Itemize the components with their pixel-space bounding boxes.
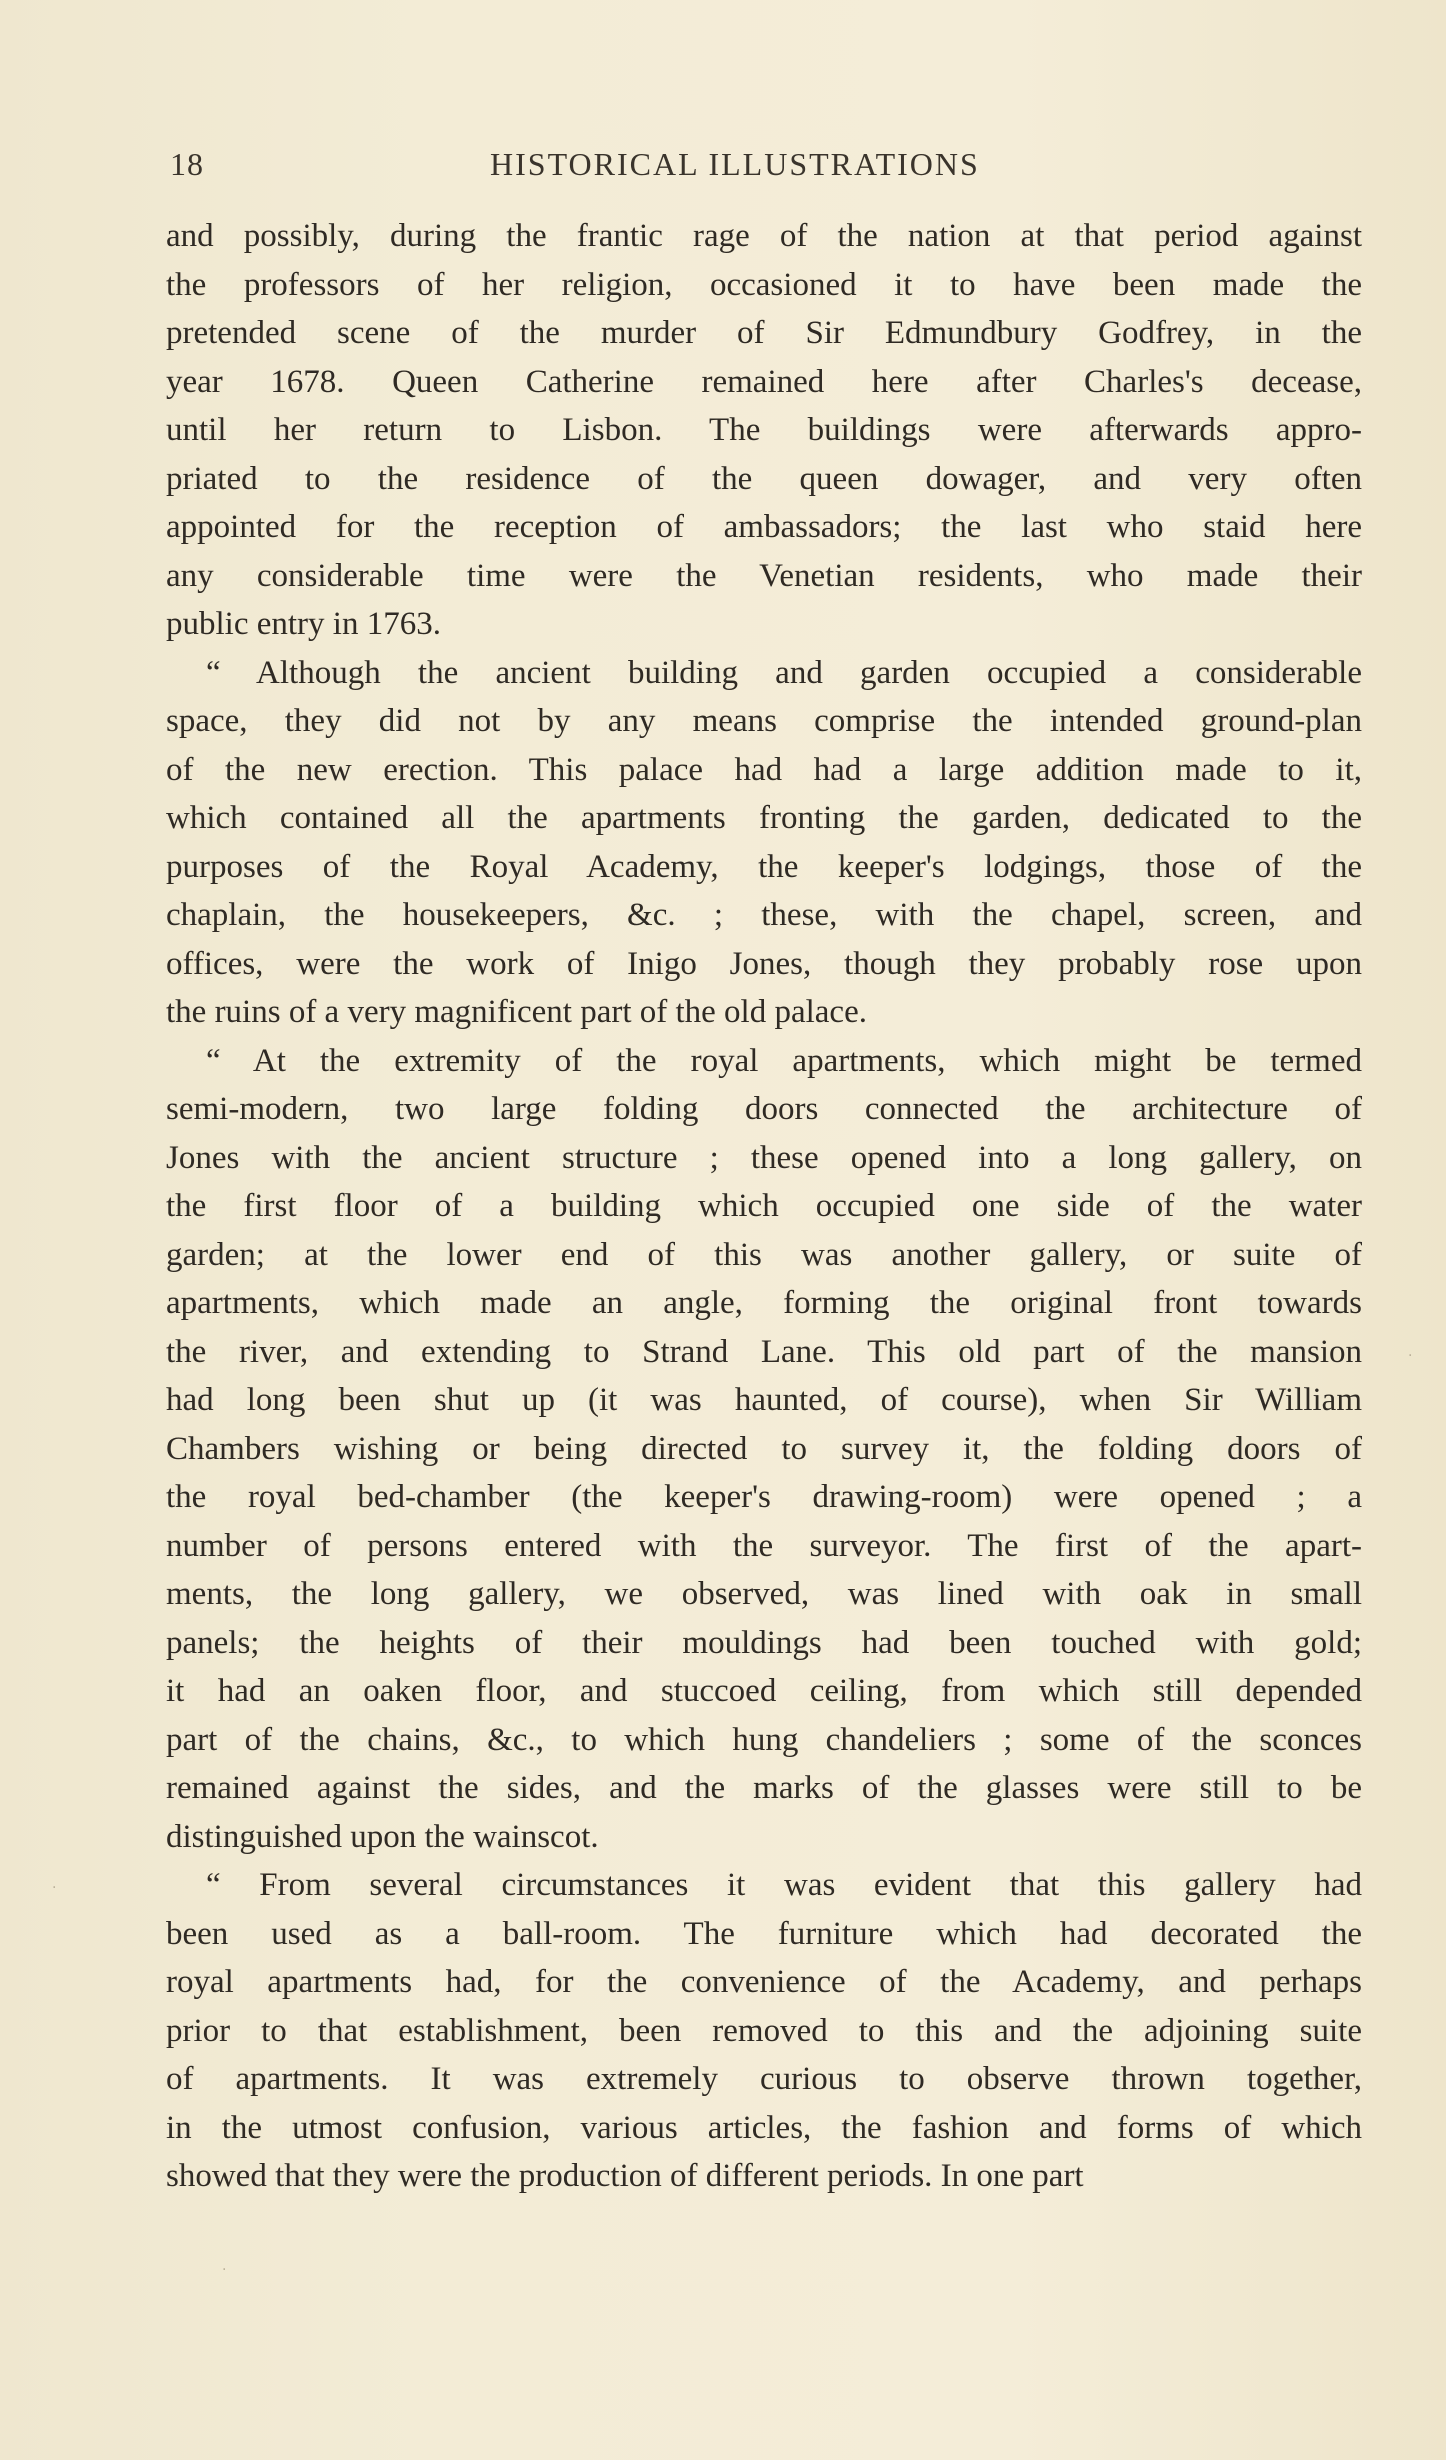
text-line: of apartments. It was extremely curious to observe thrown together, bbox=[166, 2061, 1362, 2097]
text-line: and possibly, during the frantic rage of the nation at that period against bbox=[166, 218, 1362, 254]
paragraph bbox=[166, 649, 1362, 1037]
text-line: of the new erection. This palace had had a large addition made to it, bbox=[166, 751, 1362, 788]
text-line: chaplain, the housekeepers, &c. ; these, with the chapel, screen, and bbox=[166, 897, 1362, 933]
text-line: which contained all the apartments fronting the garden, dedicated to the bbox=[166, 800, 1362, 836]
paragraph bbox=[166, 212, 1362, 649]
text-line: the river, and extending to Strand Lane. This old part of the mansion bbox=[166, 1333, 1362, 1370]
text-line: had long been shut up (it was haunted, of course), when Sir William bbox=[166, 1382, 1362, 1418]
text-line: “ From several circumstances it was evident that this gallery had bbox=[206, 1867, 1362, 1903]
text-line: Chambers wishing or being directed to survey it, the folding doors of bbox=[166, 1430, 1362, 1467]
text-line: showed that they were the production of different periods. In one part bbox=[166, 2158, 1084, 2194]
text-line: number of persons entered with the surveyor. The first of the apart- bbox=[166, 1527, 1362, 1564]
text-line: offices, were the work of Inigo Jones, though they probably rose upon bbox=[166, 945, 1362, 982]
text-line: been used as a ball-room. The furniture which had decorated the bbox=[166, 1915, 1362, 1952]
text-line: appointed for the reception of ambassadors; the last who staid here bbox=[166, 509, 1362, 545]
text-line: the professors of her religion, occasioned it to have been made the bbox=[166, 266, 1362, 303]
text-line: royal apartments had, for the convenience of the Academy, and perhaps bbox=[166, 1964, 1362, 2000]
text-line: prior to that establishment, been removed to this and the adjoining suite bbox=[166, 2012, 1362, 2049]
text-line: pretended scene of the murder of Sir Edmundbury Godfrey, in the bbox=[166, 315, 1362, 351]
text-line: semi-modern, two large folding doors connected the architecture of bbox=[166, 1091, 1362, 1127]
text-line: garden; at the lower end of this was another gallery, or suite of bbox=[166, 1236, 1362, 1273]
text-line: in the utmost confusion, various articles, the fashion and forms of which bbox=[166, 2109, 1362, 2146]
margin-speck: · bbox=[1408, 1348, 1413, 1364]
page-number: 18 bbox=[170, 146, 204, 182]
paragraph bbox=[166, 1861, 1362, 2201]
text-line: ments, the long gallery, we observed, was lined with oak in small bbox=[166, 1576, 1362, 1612]
text-line: year 1678. Queen Catherine remained here after Charles's decease, bbox=[166, 363, 1362, 400]
text-line: the first floor of a building which occupied one side of the water bbox=[166, 1188, 1362, 1224]
text-line: priated to the residence of the queen dowager, and very often bbox=[166, 460, 1362, 497]
text-line: part of the chains, &c., to which hung chandeliers ; some of the sconces bbox=[166, 1721, 1362, 1758]
body-text bbox=[166, 212, 1362, 2201]
running-title: HISTORICAL ILLUSTRATIONS bbox=[490, 146, 980, 182]
page-header bbox=[170, 146, 1366, 196]
margin-speck: · bbox=[52, 1880, 57, 1896]
text-line: any considerable time were the Venetian residents, who made their bbox=[166, 557, 1362, 594]
text-line: “ At the extremity of the royal apartments, which might be termed bbox=[206, 1042, 1362, 1079]
text-line: the ruins of a very magnificent part of the old palace. bbox=[166, 994, 867, 1030]
text-line: public entry in 1763. bbox=[166, 606, 441, 642]
text-line: apartments, which made an angle, forming the original front towards bbox=[166, 1285, 1362, 1321]
text-line: remained against the sides, and the marks of the glasses were still to be bbox=[166, 1770, 1362, 1806]
text-line: purposes of the Royal Academy, the keeper's lodgings, those of the bbox=[166, 848, 1362, 885]
margin-speck: · bbox=[222, 2262, 227, 2278]
text-line: Jones with the ancient structure ; these opened into a long gallery, on bbox=[166, 1139, 1362, 1176]
text-line: the royal bed-chamber (the keeper's drawing-room) were opened ; a bbox=[166, 1479, 1362, 1515]
text-line: “ Although the ancient building and garden occupied a considerable bbox=[206, 654, 1362, 691]
text-line: panels; the heights of their mouldings had been touched with gold; bbox=[166, 1624, 1362, 1661]
paragraph bbox=[166, 1037, 1362, 1862]
text-line: space, they did not by any means comprise the intended ground-plan bbox=[166, 703, 1362, 739]
text-line: it had an oaken floor, and stuccoed ceiling, from which still depended bbox=[166, 1673, 1362, 1709]
text-line: distinguished upon the wainscot. bbox=[166, 1818, 599, 1855]
text-line: until her return to Lisbon. The buildings were afterwards appro- bbox=[166, 412, 1362, 448]
